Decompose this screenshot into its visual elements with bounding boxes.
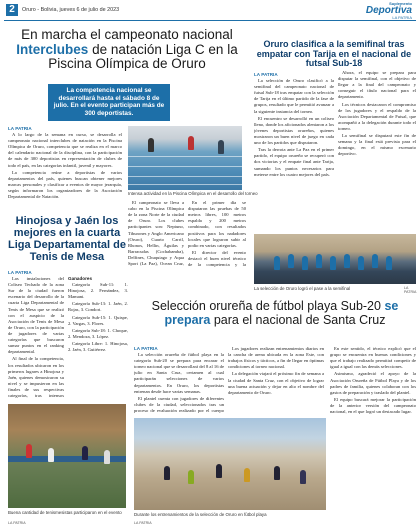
brand-tag: LA PATRIA bbox=[392, 15, 412, 20]
football-headline-part2: para el nacional de Santa Cruz bbox=[213, 312, 386, 327]
tennis-paragraph: Al final de la competencia, los resultados ubicaron en los primeros lugares a Hinojosa y Jaén, quienes demostraron su nivel y se impusieron en las finales de sus respectivas categorías, tras intensos bbox=[8, 356, 64, 399]
futsal-headline: Oruro clasifica a la semifinal tras empatar con Tarija en el nacional de futsal Sub-18 bbox=[256, 39, 412, 69]
football-paragraph: El plantel cuenta con jugadores de diferentes clubes de la ciudad, seleccionados tras un proceso de evaluación realizado por el cuerpo bbox=[134, 395, 224, 413]
football-headline-highlight: se prepara bbox=[164, 299, 399, 327]
tennis-winners-col bbox=[68, 276, 128, 400]
swim-paragraph: En el primer día se disputaron las pruebas de 50 metros libres, 100 metros espalda y 200 metros combinado, con resultados positivos para los nadadores locales que lograron subir al podio en varias categorías. bbox=[188, 200, 246, 248]
football-paragraph: En este sentido, el técnico explicó que el grupo se encuentra en buenas condiciones y que el trabajo realizado permitirá competir de igual a igual con las demás selecciones. bbox=[330, 346, 416, 370]
football-paragraph: El equipo buscará mejorar la participación de la anterior versión del campeonato nacional, en el que logró un destacado lugar. bbox=[330, 396, 416, 415]
brand-small: Suplemento bbox=[389, 1, 412, 6]
football-photo-credit: LA PATRIA bbox=[134, 521, 152, 525]
swim-photo bbox=[128, 126, 242, 190]
swim-paragraph: El campeonato se lleva a cabo en la Piscina Olímpica de la zona Norte de la ciudad de Oruro. Los clubes participantes son: Neptuno, Tiburones y Anglo Americano (Oruro), Cuarto Carril, Rhonos, Hellin, Águilas y Barracudas (Cochabamba), Delfines, Chuquiago y Aqua Sport (La Paz), Ocean Cruz, bbox=[128, 200, 184, 267]
supplement-logo bbox=[366, 2, 412, 20]
futsal-paragraph: El encuentro se desarrolló en un coliseo lleno, donde los aficionados alentaron a los jóvenes deportistas orureños, quienes mostraron un buen nivel de juego en cada uno de los partidos que disputaron. bbox=[254, 115, 334, 146]
tennis-photo bbox=[8, 404, 126, 508]
football-paragraph: La selección orureña de fútbol playa en la categoría Sub-20 se prepara para encarar el torneo nacional que se desarrollará del 8 al 16 de julio en Santa Cruz, certamen al cual participarán selecciones de varios departamentos. En Oruro, los deportistas entrenan desde hace varias semanas. bbox=[134, 352, 224, 394]
tennis-body-col1 bbox=[8, 276, 64, 400]
football-body-col1 bbox=[134, 352, 224, 414]
swim-headline bbox=[8, 28, 246, 72]
header-rule bbox=[4, 20, 416, 21]
futsal-section-label: LA PATRIA bbox=[254, 72, 278, 77]
football-headline bbox=[134, 300, 416, 327]
tennis-headline: Hinojosa y Jaén los mejores en la cuarta Liga Departamental de Tenis de Mesa bbox=[8, 215, 126, 263]
tennis-subhead: Ganadores bbox=[68, 276, 92, 281]
swim-body-col1 bbox=[8, 132, 122, 202]
swim-lead-box: La competencia nacional se desarrollará hasta el sábado 8 de julio. En el evento participan más de 300 deportistas. bbox=[48, 84, 170, 121]
tennis-winner-item: Categoría Sub-11: 1. Hinojosa, 2. Fernández, 3. Mamani. bbox=[68, 282, 128, 300]
futsal-paragraph: La semifinal se disputará este fin de semana y la final está prevista para el domingo, en el mismo escenario deportivo. bbox=[338, 133, 416, 157]
swim-headline-highlight: Interclubes bbox=[16, 41, 89, 57]
tennis-winner-item: Categoría Sub-15: 1. Quispe, 2. Vargas, 3. Flores. bbox=[68, 314, 128, 326]
futsal-paragraph: Tras la derrota ante La Paz en el primer partido, el equipo orureño se recuperó con dos victorias y el empate final ante Tarija, sumando los puntos necesarios para meterse entre los cuatro mejores del país. bbox=[254, 147, 334, 177]
futsal-photo bbox=[254, 234, 416, 284]
date-line: Oruro - Bolivia, jueves 6 de julio de 2023 bbox=[22, 7, 120, 13]
swim-body-col2 bbox=[128, 200, 184, 268]
football-photo bbox=[134, 418, 326, 510]
football-paragraph: La delegación viajará el próximo fin de semana a la ciudad de Santa Cruz, con el objetivo de lograr una buena actuación y dejar en alto el nombre del departamento de Oruro. bbox=[228, 371, 324, 395]
football-headline-part1: Selección orureña de fútbol playa Sub-20 bbox=[151, 299, 381, 313]
swim-body-col3 bbox=[188, 200, 246, 268]
page-number: 2 bbox=[6, 4, 18, 16]
football-photo-caption: Durante los entrenamientos de la selección de Oruro en fútbol playa bbox=[134, 512, 267, 517]
futsal-paragraph: Los técnicos destacaron el compromiso de los jugadores y el respaldo de la Asociación Departamental de Futsal, que acompañó a la delegación durante todo el torneo. bbox=[338, 101, 416, 131]
futsal-photo-credit: LA PATRIA bbox=[404, 286, 417, 295]
swim-headline-part2: de natación Liga C en la Piscina Olímpica de Oruro bbox=[48, 41, 238, 72]
tennis-photo-caption: Buena cantidad de tenismesistas participaron en el evento bbox=[8, 510, 122, 515]
tennis-winner-item: Categoría Sub-13: 1. Jaén, 2. Rojas, 3. Condori. bbox=[68, 301, 128, 313]
football-section-label: LA PATRIA bbox=[134, 346, 158, 351]
football-paragraph: Los jugadores realizan entrenamientos diarios en la cancha de arena ubicada en la zona Este, con trabajos físicos y tácticos, a fin de llegar en óptimas condiciones al torneo nacional. bbox=[228, 346, 324, 370]
futsal-photo-caption: La selección de Oruro logró el pase a la semifinal bbox=[254, 286, 351, 291]
futsal-paragraph: Ahora, el equipo se prepara para disputar la semifinal, con el objetivo de llegar a la final del campeonato y conseguir el título nacional para el departamento. bbox=[338, 70, 416, 100]
football-body-col3 bbox=[330, 346, 416, 512]
tennis-paragraph: Las instalaciones del Coliseo Techado de la zona Sur de la ciudad fueron escenario del desarrollo de la cuarta Liga Departamental de Tenis de Mesa que se realizó con el auspicio de la Asociación de Tenis de Mesa de Oruro, con la participación de jugadores de varias categorías que buscaron sumar puntos en el ranking departamental. bbox=[8, 276, 64, 355]
tennis-photo-credit: LA PATRIA bbox=[8, 521, 26, 525]
futsal-body-col1 bbox=[254, 78, 334, 228]
swim-paragraph: El director del evento destacó el buen nivel técnico de la competencia y la bbox=[188, 249, 246, 268]
swim-photo-caption: Intensa actividad en la Piscina Olímpica en el desarrollo del torneo bbox=[128, 191, 258, 196]
futsal-paragraph: La selección de Oruro clasificó a la semifinal del campeonato nacional de futsal Sub-18 tras empatar con la selección de Tarija en el último partido de la fase de grupos, resultado que le permitió avanzar a la siguiente instancia del torneo. bbox=[254, 78, 334, 114]
football-paragraph: Asimismo, agradeció el apoyo de la Asociación Orureña de Fútbol Playa y de los padres de familia, quienes colaboran con los gastos de preparación y traslado del plantel. bbox=[330, 371, 416, 395]
tennis-winner-item: Categoría Sub-18: 1. Choque, 2. Mendoza, 3. López. bbox=[68, 327, 128, 339]
futsal-body-col2 bbox=[338, 70, 416, 228]
tennis-winner-item: Categoría Libre: 1. Hinojosa, 2. Jaén, 3. Gutiérrez. bbox=[68, 340, 128, 353]
tennis-section-label: LA PATRIA bbox=[8, 270, 32, 275]
swim-paragraph: La competencia reúne a deportistas de varios departamentos del país, quienes buscan obtener mejores marcas personales y clasificar a eventos de mayor jerarquía, según informaron los organizadores de la Asociación Departamental de Natación. bbox=[8, 169, 122, 200]
swim-headline-part1: En marcha el campeonato nacional bbox=[21, 27, 233, 42]
swim-section-label: LA PATRIA bbox=[8, 126, 32, 131]
football-body-col2 bbox=[228, 346, 324, 414]
swim-paragraph bbox=[8, 201, 122, 202]
swim-paragraph: A lo largo de la semana en curso, se desarrolla el campeonato nacional interclubes de natación en la Piscina Olímpica de Oruro, competencia que se realiza en el marco del calendario nacional de la disciplina, con la participación de más de 300 deportistas en representación de clubes de todo el país, en las categorías infantil, juvenil y mayores. bbox=[8, 132, 122, 168]
brand-big: Deportiva bbox=[365, 5, 412, 16]
